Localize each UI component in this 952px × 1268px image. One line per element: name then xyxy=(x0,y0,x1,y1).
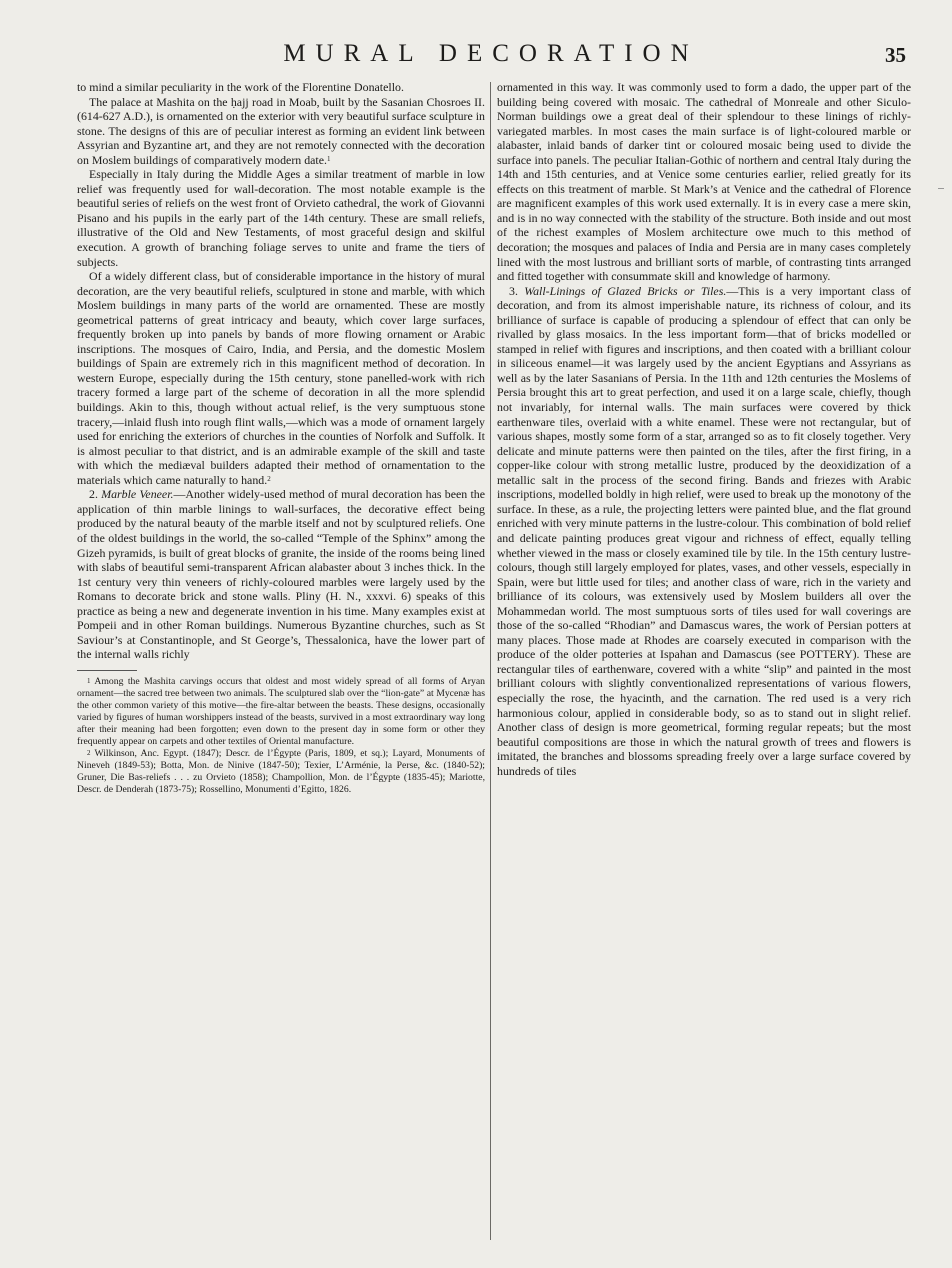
paragraph-text: —Another widely-used method of mural decoration has been the application of thin marble linings to wall-surfaces, the decorative effect being produced by the natural beauty of the marble itself and not by sculptured reliefs. One of the oldest buildings in the world, the so-called “Temple of the Sphinx” among the Gizeh pyramids, is built of great blocks of granite, the inside of the rooms being lined with slabs of beautiful semi-transparent African alabaster about 3 inches thick. In the 1st century very thin veneers of richly-coloured marbles were largely used by the Romans to decorate brick and stone walls. Pliny (H. N., xxxvi. 6) speaks of this practice as being a new and degenerate invention in his time. Many examples exist at Pompeii and in other Roman buildings. Numerous Byzantine churches, such as St Saviour’s at Constantinople, and St George’s, Thessalonica, have the lower part of the internal walls richly xyxy=(77,487,486,662)
footnote xyxy=(77,748,485,796)
paragraph xyxy=(497,284,911,779)
left-column xyxy=(77,80,485,796)
section-number: 3. xyxy=(509,283,525,298)
paragraph-text: —This is a very important class of decoration, and from its almost imperishable nature, its richness of colour, and its brilliance of surface is capable of producing a splendour of effect that can only be rivalled by glass mosaics. In the less important form—that of bricks modelled or stamped in relief with figures and inscriptions, and then coated with a brilliant colour in siliceous enamel—it was largely used by the ancient Egyptians and Assyrians as well as by the later Sasanians of Persia. In the 11th and 12th centuries the Moslems of Persia brought this art to great perfection, and used it on a large scale, chiefly, though not invariably, for internal walls. The main surfaces were covered by thick earthenware tiles, overlaid with a white enamel. These were not rectangular, but of various shapes, mostly some form of a star, arranged so as to fit closely together. Very delicate and minute patterns were then painted on the tiles, after the first firing, in a copper-like colour with strong metallic lustre, produced by the deoxidization of a metallic salt in the process of the second firing. Bands and friezes with Arabic inscriptions, modelled boldly in high relief, were used to break up the monotony of the surface. In these, as a rule, the projecting letters were painted blue, and the flat ground enriched with very minute patterns in the lustre-colour. This combination of bold relief and delicate painting produces great vigour and richness of effect, equally telling whether viewed in the mass or closely examined tile by tile. In the 15th century lustre-colours, though still largely employed for plates, vases, and other vessels, especially in Spain, were but little used for tiles; and another class of ware, rich in the variety and brilliance of its colours, was extensively used by Moslem builders all over the Mohammedan world. The most sumptuous sorts of tiles used for wall coverings are those of the so-called “Rhodian” and Damascus wares, the work of Persian potters at many places. Those made at Rhodes are coarsely executed in comparison with the produce of the older potteries at Ispahan and Damascus (see POTTERY). These are rectangular tiles of earthenware, covered with a white “slip” and painted in the most brilliant colours with slightly conventionalized representations of various flowers, especially the rose, the hyacinth, and the carnation. The red used is a very rich harmonious colour, applied in considerable body, so as to stand out in slight relief. Another class of design is more geometrical, forming regular repeats; but the most beautiful compositions are those in which the natural growth of trees and flowers is imitated, the branches and blossoms spreading freely over a large surface covered by hundreds of tiles xyxy=(497,283,911,778)
section-number: 2. xyxy=(89,487,102,502)
column-divider xyxy=(490,82,491,1240)
footnote-ref: 1 xyxy=(326,154,331,163)
footnote-text: Among the Mashita carvings occurs that oldest and most widely spread of all forms of Aryan ornament—the sacred tree between two animals. The sculptured slab over the “lion-gate” at Mycenæ has the other common variety of this motive—the fire-altar between the beasts. These designs, occasionally varied by figures of human worshippers instead of the beasts, survived in a most extraordinary way long after their meaning had been forgotten; even down to the present day in some form or other they frequently appear on carpets and other textiles of Oriental manufacture. xyxy=(77,675,486,747)
footnote xyxy=(77,676,485,748)
footnote-rule xyxy=(77,670,137,671)
right-column xyxy=(497,80,911,778)
footnote-text: Wilkinson, Anc. Egypt. (1847); Descr. de l’Égypte (Paris, 1809, et sq.); Layard, Monuments of Nineveh (1849-53); Botta, Mon. de Ninive (1847-50); Texier, L’Arménie, la Perse, &c. (1840-52); Gruner, Die Bas-reliefs . . . zu Orvieto (1858); Champollion, Mon. de l’Égypte (1835-45); Mariotte, Descr. de Denderah (1873-75); Rossellino, Monumenti d’Egitto, 1826. xyxy=(77,747,485,795)
paragraph: ornamented in this way. It was commonly used to form a dado, the upper part of the building being covered with mosaic. The cathedral of Monreale and other Siculo-Norman buildings owe a great deal of their splendour to these linings of richly-variegated marbles. In most cases the main surface is of light-coloured marble or alabaster, inlaid bands of darker tint or coloured mosaic being used to divide the surface into panels. The peculiar Italian-Gothic of northern and central Italy during the 14th and 15th centuries, and at Venice some centuries earlier, relied greatly for its effects on this treatment of marble. St Mark’s at Venice and the cathedral of Florence are magnificent examples of this work used externally. It is in every case a mere skin, and is in no way connected with the stability of the structure. Both inside and out most of the richest examples of Moslem architecture owe much to this method of decoration; the mosques and palaces of India and Persia are in many cases completely lined with the most lustrous and brilliant sorts of marble, of contrasting tints arranged and fitted together with consummate skill and knowledge of harmony. xyxy=(497,80,911,284)
paragraph: to mind a similar peculiarity in the work of the Florentine Donatello. xyxy=(77,80,404,94)
footnotes xyxy=(77,676,485,796)
page-header xyxy=(76,34,906,74)
running-title: MURAL DECORATION xyxy=(283,40,699,67)
section-heading: Marble Veneer. xyxy=(101,487,174,502)
footnote-mark: 2 xyxy=(87,748,91,757)
section-heading: Wall-Linings of Glazed Bricks or Tiles. xyxy=(524,283,727,298)
margin-mark xyxy=(938,188,944,189)
paragraph-text: Of a widely different class, but of considerable importance in the history of mural decoration, are the very beautiful reliefs, sculptured in stone and marble, with which Moslem buildings in many parts of the world are ornamented. These are mostly geometrical patterns of great intricacy and beauty, which cover large surfaces, frequently broken up into panels by bands of more flowing ornament or Arabic inscriptions. The mosques of Cairo, India, and Persia, and the domestic Moslem buildings of Spain are extremely rich in this magnificent method of decoration. In western Europe, especially during the 15th century, stone panelled-work with rich tracery formed a large part of the scheme of decoration in all the more splendid buildings. Akin to this, though without actual relief, is the very sumptuous stone tracery,—inlaid flush into rough flint walls,—which was a mode of ornament largely used for enriching the exteriors of churches in the counties of Norfolk and Suffolk. It is almost peculiar to that district, and is an admirable example of the skill and taste with which the mediæval builders adapted their method of ornamentation to the materials which came naturally to hand. xyxy=(77,269,485,487)
paragraph: Especially in Italy during the Middle Ages a similar treatment of marble in low relief was frequently used for wall-decoration. The most notable example is the beautiful series of reliefs on the west front of Orvieto cathedral, the work of Giovanni Pisano and his pupils in the early part of the 14th century. These are small reliefs, illustrative of the Old and New Testaments, of most graceful design and skilful execution. A growth of branching foliage serves to unite and frame the tiers of subjects. xyxy=(77,167,485,269)
paragraph xyxy=(77,269,485,487)
footnote-ref: 2 xyxy=(267,474,271,483)
page-number: 35 xyxy=(885,43,906,67)
paragraph xyxy=(77,487,485,662)
paragraph-text: The palace at Mashita on the ḥajj road in Moab, built by the Sasanian Chosroes II. (614-627 A.D.), is ornamented on the exterior with very beautiful surface sculpture in stone. The designs of this are of peculiar interest as forming an evident link between Assyrian and Byzantine art, and they are not remotely connected with the decoration on Moslem buildings of comparatively modern date. xyxy=(77,94,485,167)
footnote-mark: 1 xyxy=(87,676,91,685)
paragraph xyxy=(77,95,485,168)
